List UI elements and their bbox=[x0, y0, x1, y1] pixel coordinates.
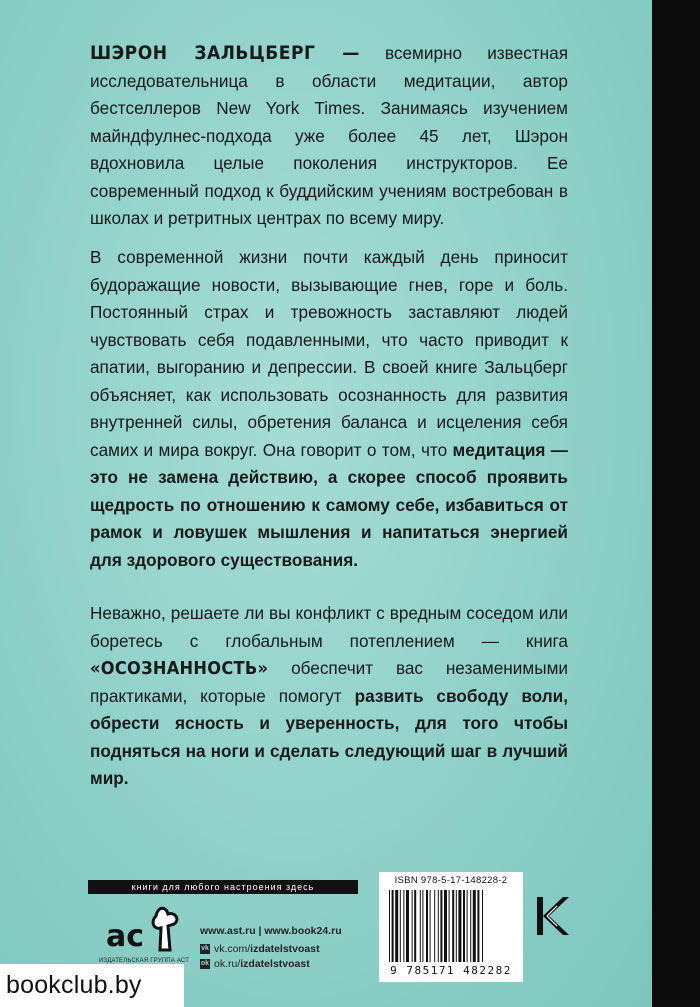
vk-link[interactable]: vk vk.com/izdatelstvoast bbox=[201, 943, 320, 955]
svg-text:ас: ас bbox=[106, 919, 145, 954]
description-text: В современной жизни почти каждый день приносит будоражащие новости, вызывающие гнев, горе и боль. Постоянный страх и тревожность заставляют людей чувствовать себя подавленными, что часто приводит к апатии, выгоранию и депрессии. В своей книге Зальцберг объясняет, как использовать осознанность для развития внутренней силы, обретения баланса и исцеления себя самих и мира вокруг. Она говорит о том, что bbox=[90, 247, 568, 460]
k-logo-icon bbox=[533, 893, 573, 939]
pitch-text-2: обеспечит вас незаменимыми практиками, которые помогут bbox=[90, 658, 568, 706]
publisher-tagline: книги для любого настроения здесь bbox=[88, 880, 358, 894]
ok-icon: ok bbox=[200, 960, 210, 968]
ok-link[interactable]: ok ok.ru/izdatelstvoast bbox=[200, 958, 310, 970]
book-description bbox=[90, 244, 568, 574]
isbn-barcode bbox=[379, 872, 523, 982]
author-name: ШЭРОН ЗАЛЬЦБЕРГ — bbox=[90, 42, 360, 64]
barcode-icon bbox=[389, 890, 513, 962]
pitch-text-1: Неважно, решаете ли вы конфликт с вредным соседом или боретесь с глобальным потеплением — книга bbox=[90, 603, 568, 651]
book-pitch bbox=[90, 600, 568, 793]
pitch-bold: развить свободу воли, обрести ясность и уверенность, для того чтобы подняться на ноги и сделать следующий шаг в лучший мир. bbox=[90, 685, 568, 788]
author-bio-text: всемирно известная исследовательница в области медитации, автор бестселлеров New York Times. Занимаясь изучением майндфулнес-подхода уже более 45 лет, Шэрон вдохновила целые поколения инструкторов. Ее современный подход к буддийским учениям востребован в школах и ретритных центрах по всему миру. bbox=[90, 43, 568, 228]
description-bold: медитация — это не замена действию, а скорее способ проявить щедрость по отношению к самому себе, избавиться от рамок и ловушек мышления и напитаться энергией для здорового существования. bbox=[90, 439, 568, 570]
vk-icon: vk bbox=[201, 945, 209, 953]
logo-caption: ИЗДАТЕЛЬСКАЯ ГРУППА АСТ bbox=[98, 958, 190, 964]
author-bio bbox=[90, 40, 568, 233]
barcode-number: 9 785171 482282 bbox=[390, 964, 512, 977]
watermark: bookclub.by bbox=[0, 964, 184, 1007]
publisher-websites[interactable]: www.ast.ru | www.book24.ru bbox=[200, 925, 342, 937]
isbn-label: ISBN 978-5-17-148228-2 bbox=[394, 875, 508, 886]
book-title: «ОСОЗНАННОСТЬ» bbox=[90, 658, 269, 679]
